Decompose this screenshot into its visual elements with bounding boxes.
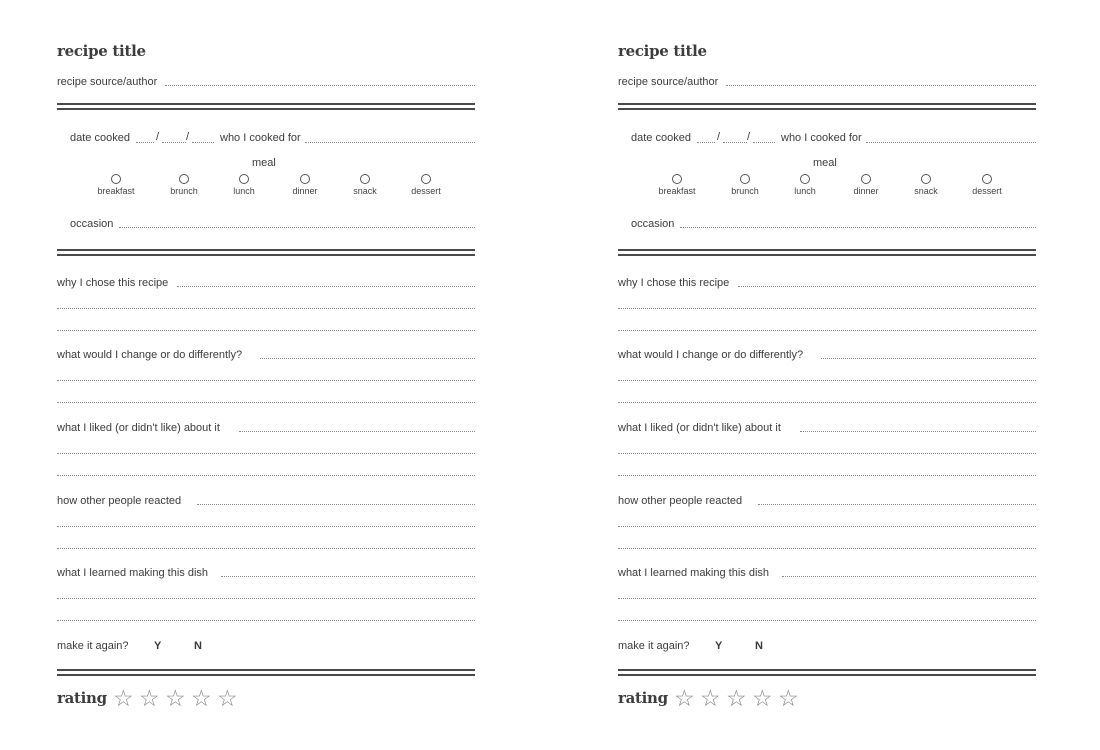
date-label: date cooked [631,132,691,144]
answer-line[interactable] [57,548,475,549]
answer-line[interactable] [57,330,475,331]
question-label: why I chose this recipe [57,277,169,289]
radio-circle[interactable] [672,174,682,184]
meal-option-snack[interactable] [340,174,390,196]
rating-label: rating [618,689,668,707]
answer-line[interactable] [618,402,1036,403]
answer-line[interactable] [221,576,475,577]
section-divider [57,103,475,110]
date-separator: / [717,131,721,143]
date-separator: / [186,131,190,143]
meal-option-dinner[interactable] [841,174,891,196]
source-field[interactable] [726,85,1036,86]
meal-option-label: snack [353,186,377,196]
rating-star-4[interactable]: ☆ [752,685,773,711]
meal-option-dessert[interactable] [401,174,451,196]
rating-label: rating [57,689,107,707]
make-again-yes-option[interactable]: Y [154,640,162,652]
answer-line[interactable] [239,431,475,432]
answer-line[interactable] [618,620,1036,621]
recipe-page-left [57,0,477,750]
occasion-label: occasion [631,218,675,230]
answer-line[interactable] [618,330,1036,331]
make-again-yes-option[interactable]: Y [715,640,723,652]
source-label: recipe source/author [57,76,158,88]
question-label: what I liked (or didn't like) about it [57,422,220,434]
question-label: what I learned making this dish [57,567,209,579]
meal-option-label: lunch [233,186,255,196]
answer-line[interactable] [618,526,1036,527]
section-divider [618,669,1036,676]
meal-option-breakfast[interactable] [652,174,702,196]
radio-circle[interactable] [111,174,121,184]
meal-option-label: snack [914,186,938,196]
question-label: what I learned making this dish [618,567,770,579]
answer-line[interactable] [618,453,1036,454]
answer-line[interactable] [260,358,475,359]
meal-option-lunch[interactable] [219,174,269,196]
answer-line[interactable] [618,598,1036,599]
rating-star-4[interactable]: ☆ [191,685,212,711]
make-again-no-option[interactable]: N [194,640,202,652]
meal-option-label: breakfast [658,186,696,196]
section-divider [57,669,475,676]
recipe-title-heading: recipe title [57,42,146,60]
rating-star-1[interactable]: ☆ [674,685,695,711]
answer-line[interactable] [618,475,1036,476]
answer-line[interactable] [57,475,475,476]
meal-option-brunch[interactable] [720,174,770,196]
section-divider [618,103,1036,110]
radio-circle[interactable] [179,174,189,184]
answer-line[interactable] [57,598,475,599]
date-separator: / [747,131,751,143]
answer-line[interactable] [57,453,475,454]
date-year-field[interactable] [192,142,214,143]
meal-option-label: breakfast [97,186,135,196]
answer-line[interactable] [57,402,475,403]
rating-star-3[interactable]: ☆ [165,685,186,711]
meal-option-label: dessert [972,186,1002,196]
cooked-for-label: who I cooked for [781,132,862,144]
answer-line[interactable] [57,526,475,527]
meal-option-dinner[interactable] [280,174,330,196]
date-year-field[interactable] [753,142,775,143]
source-label: recipe source/author [618,76,719,88]
meal-option-label: brunch [170,186,198,196]
recipe-title-heading: recipe title [618,42,707,60]
meal-option-dessert[interactable] [962,174,1012,196]
answer-line[interactable] [57,380,475,381]
answer-line[interactable] [618,308,1036,309]
radio-circle[interactable] [800,174,810,184]
question-label: how other people reacted [57,495,182,507]
meal-option-brunch[interactable] [159,174,209,196]
make-again-label: make it again? [618,640,690,652]
answer-line[interactable] [197,504,475,505]
date-day-field[interactable] [162,142,186,143]
radio-circle[interactable] [921,174,931,184]
section-divider [618,249,1036,256]
radio-circle[interactable] [360,174,370,184]
occasion-field[interactable] [119,227,475,228]
meal-option-snack[interactable] [901,174,951,196]
rating-star-3[interactable]: ☆ [726,685,747,711]
occasion-field[interactable] [680,227,1036,228]
source-field[interactable] [165,85,475,86]
answer-line[interactable] [738,286,1036,287]
meal-option-label: brunch [731,186,759,196]
radio-circle[interactable] [300,174,310,184]
section-divider [57,249,475,256]
rating-star-5[interactable]: ☆ [217,685,238,711]
date-separator: / [156,131,160,143]
radio-circle[interactable] [740,174,750,184]
answer-line[interactable] [758,504,1036,505]
radio-circle[interactable] [982,174,992,184]
recipe-page-right [618,0,1038,750]
cooked-for-label: who I cooked for [220,132,301,144]
question-label: why I chose this recipe [618,277,730,289]
cooked-for-field[interactable] [866,142,1036,143]
answer-line[interactable] [618,380,1036,381]
answer-line[interactable] [57,308,475,309]
answer-line[interactable] [618,548,1036,549]
meal-label: meal [252,157,276,169]
radio-circle[interactable] [239,174,249,184]
date-month-field[interactable] [697,142,715,143]
meal-option-lunch[interactable] [780,174,830,196]
date-day-field[interactable] [723,142,747,143]
date-label: date cooked [70,132,130,144]
meal-option-breakfast[interactable] [91,174,141,196]
answer-line[interactable] [821,358,1036,359]
answer-line[interactable] [177,286,475,287]
meal-option-label: dinner [853,186,879,196]
radio-circle[interactable] [421,174,431,184]
answer-line[interactable] [782,576,1036,577]
question-label: what would I change or do differently? [57,349,243,361]
date-month-field[interactable] [136,142,154,143]
occasion-label: occasion [70,218,114,230]
meal-option-label: dinner [292,186,318,196]
make-again-no-option[interactable]: N [755,640,763,652]
meal-option-label: lunch [794,186,816,196]
answer-line[interactable] [800,431,1036,432]
rating-star-1[interactable]: ☆ [113,685,134,711]
cooked-for-field[interactable] [305,142,475,143]
question-label: what would I change or do differently? [618,349,804,361]
rating-star-2[interactable]: ☆ [139,685,160,711]
question-label: how other people reacted [618,495,743,507]
rating-star-5[interactable]: ☆ [778,685,799,711]
meal-label: meal [813,157,837,169]
make-again-label: make it again? [57,640,129,652]
meal-option-label: dessert [411,186,441,196]
rating-star-2[interactable]: ☆ [700,685,721,711]
answer-line[interactable] [57,620,475,621]
question-label: what I liked (or didn't like) about it [618,422,781,434]
radio-circle[interactable] [861,174,871,184]
